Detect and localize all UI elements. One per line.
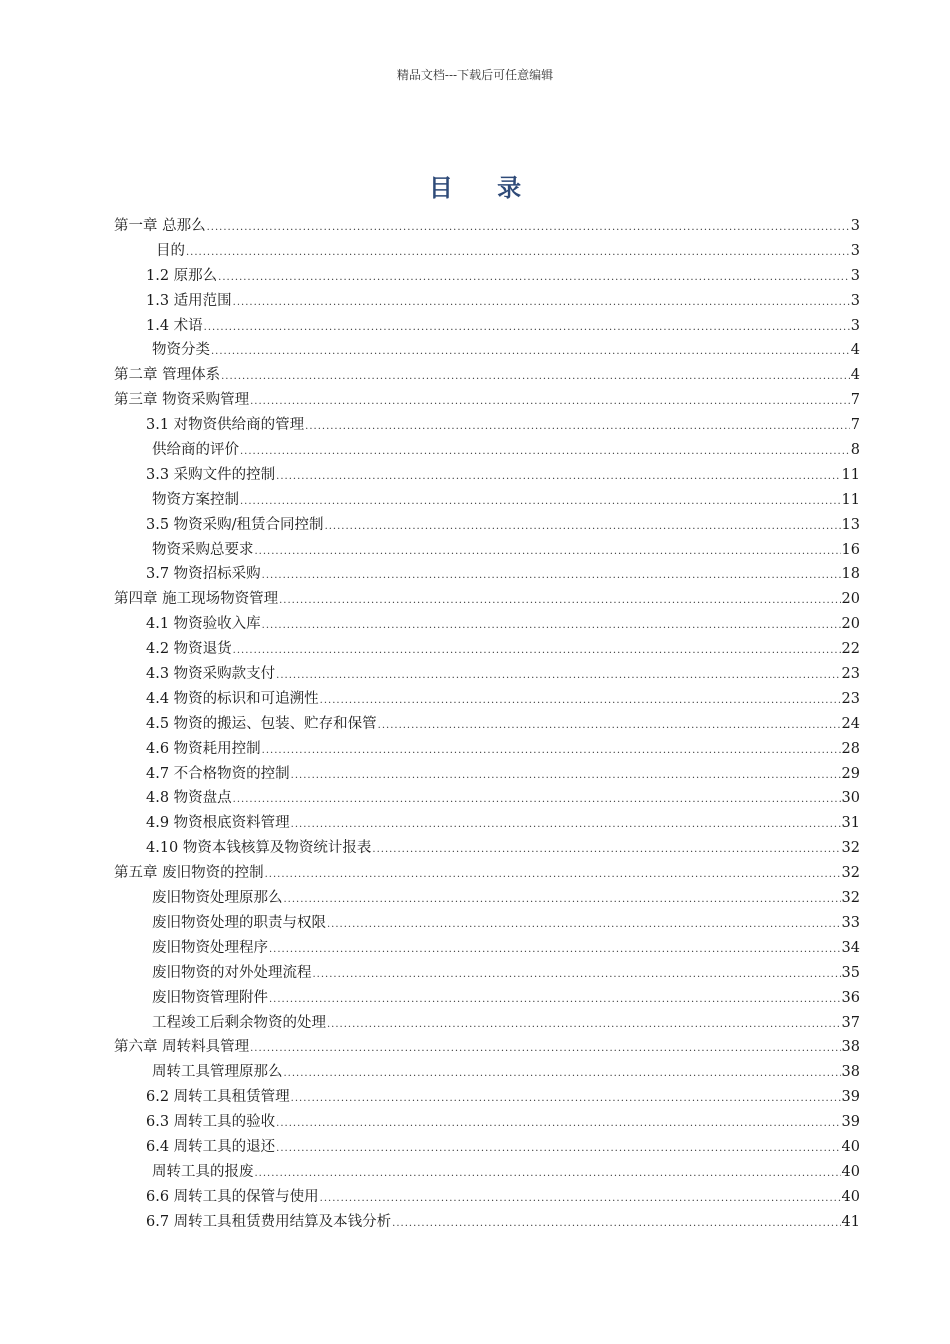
toc-dot-leader <box>265 869 841 880</box>
toc-entry-label: 周转工具的报废 <box>152 1163 254 1180</box>
toc-entry[interactable] <box>114 1011 860 1036</box>
toc-dot-leader <box>313 969 841 980</box>
toc-entry[interactable] <box>114 289 860 314</box>
toc-entry-label: 第五章 废旧物资的控制 <box>114 865 264 882</box>
toc-dot-leader <box>204 322 850 333</box>
page-header: 精品文档---下载后可任意编辑 <box>396 68 554 82</box>
toc-dot-leader <box>276 670 840 681</box>
toc-entry[interactable] <box>114 637 860 662</box>
toc-entry-page-number: 3 <box>850 292 860 309</box>
toc-entry-label: 6.2 周转工具租赁管理 <box>146 1089 290 1106</box>
toc-dot-leader <box>276 1118 840 1129</box>
toc-entry[interactable] <box>114 587 860 612</box>
toc-entry-page-number: 34 <box>841 939 860 956</box>
toc-entry-page-number: 3 <box>850 242 860 259</box>
toc-entry-label: 4.2 物资退货 <box>146 641 232 658</box>
toc-entry-page-number: 32 <box>841 865 860 882</box>
toc-entry[interactable] <box>114 911 860 936</box>
toc-entry[interactable] <box>114 363 860 388</box>
toc-entry-page-number: 31 <box>841 815 860 832</box>
toc-entry-label: 3.5 物资采购/租赁合同控制 <box>146 516 324 533</box>
toc-dot-leader <box>262 745 841 756</box>
toc-dot-leader <box>250 396 850 407</box>
toc-entry-page-number: 23 <box>841 666 860 683</box>
toc-dot-leader <box>305 421 850 432</box>
toc-dot-leader <box>291 819 841 830</box>
toc-entry-page-number: 3 <box>850 317 860 334</box>
toc-entry-label: 4.4 物资的标识和可追溯性 <box>146 690 319 707</box>
toc-entry-page-number: 11 <box>841 491 860 508</box>
toc-entry-label: 3.7 物资招标采购 <box>146 566 261 583</box>
toc-entry[interactable] <box>114 662 860 687</box>
toc-dot-leader <box>378 720 841 731</box>
toc-entry-label: 第四章 施工现场物资管理 <box>114 591 279 608</box>
toc-dot-leader <box>284 1068 841 1079</box>
toc-entry[interactable] <box>114 1110 860 1135</box>
toc-entry-label: 4.7 不合格物资的控制 <box>146 765 290 782</box>
toc-dot-leader <box>372 844 840 855</box>
toc-entry[interactable] <box>114 861 860 886</box>
toc-entry[interactable] <box>114 986 860 1011</box>
toc-entry[interactable] <box>114 737 860 762</box>
toc-dot-leader <box>327 1019 841 1030</box>
toc-dot-leader <box>262 620 841 631</box>
toc-entry[interactable] <box>114 1035 860 1060</box>
toc-entry[interactable] <box>114 836 860 861</box>
toc-entry-label: 4.10 物资本钱核算及物资统计报表 <box>146 840 372 857</box>
toc-dot-leader <box>320 695 841 706</box>
toc-dot-leader <box>255 546 841 557</box>
toc-entry-label: 3.3 采购文件的控制 <box>146 466 276 483</box>
toc-entry-page-number: 16 <box>841 541 860 558</box>
toc-entry[interactable] <box>114 463 860 488</box>
toc-entry-page-number: 39 <box>841 1114 860 1131</box>
toc-entry[interactable] <box>114 413 860 438</box>
toc-entry-page-number: 38 <box>841 1064 860 1081</box>
toc-dot-leader <box>269 994 841 1005</box>
toc-entry-label: 4.6 物资耗用控制 <box>146 740 261 757</box>
toc-entry-page-number: 4 <box>850 367 860 384</box>
toc-entry-page-number: 24 <box>841 715 860 732</box>
toc-entry[interactable] <box>114 786 860 811</box>
toc-dot-leader <box>207 222 850 233</box>
toc-entry-page-number: 11 <box>841 466 860 483</box>
toc-entry[interactable] <box>114 388 860 413</box>
toc-entry[interactable] <box>114 538 860 563</box>
toc-dot-leader <box>291 770 841 781</box>
toc-dot-leader <box>233 794 841 805</box>
toc-dot-leader <box>250 1043 840 1054</box>
toc-entry-label: 4.3 物资采购款支付 <box>146 666 276 683</box>
toc-entry-label: 4.9 物资根底资料管理 <box>146 815 290 832</box>
toc-entry-label: 1.4 术语 <box>146 317 203 334</box>
toc-entry-label: 4.1 物资验收入库 <box>146 616 261 633</box>
toc-entry-label: 废旧物资的对外处理流程 <box>152 964 312 981</box>
toc-entry-page-number: 20 <box>841 616 860 633</box>
toc-entry[interactable] <box>114 314 860 339</box>
toc-entry-page-number: 33 <box>841 914 860 931</box>
toc-entry-label: 废旧物资处理原那么 <box>152 890 283 907</box>
toc-entry-page-number: 18 <box>841 566 860 583</box>
toc-entry[interactable] <box>114 338 860 363</box>
toc-entry-label: 第三章 物资采购管理 <box>114 392 250 409</box>
toc-entry[interactable] <box>114 1185 860 1210</box>
toc-entry-page-number: 28 <box>841 740 860 757</box>
toc-dot-leader <box>269 944 841 955</box>
toc-entry-label: 第二章 管理体系 <box>114 367 221 384</box>
toc-entry[interactable] <box>114 1210 860 1235</box>
toc-entry[interactable] <box>114 936 860 961</box>
toc-entry-label: 物资采购总要求 <box>152 541 254 558</box>
toc-entry[interactable] <box>114 762 860 787</box>
toc-entry[interactable] <box>114 687 860 712</box>
toc-dot-leader <box>211 346 850 357</box>
toc-entry[interactable] <box>114 1085 860 1110</box>
toc-entry[interactable] <box>114 264 860 289</box>
toc-dot-leader <box>255 1168 841 1179</box>
toc-entry-label: 废旧物资处理的职责与权限 <box>152 914 326 931</box>
toc-dot-leader <box>276 1143 840 1154</box>
toc-dot-leader <box>240 446 850 457</box>
toc-entry-page-number: 30 <box>841 790 860 807</box>
toc-entry[interactable] <box>114 1135 860 1160</box>
toc-dot-leader <box>221 371 850 382</box>
toc-entry[interactable] <box>114 513 860 538</box>
toc-dot-leader <box>320 1193 841 1204</box>
toc-entry-page-number: 36 <box>841 989 860 1006</box>
toc-entry-page-number: 35 <box>841 964 860 981</box>
toc-entry-label: 周转工具管理原那么 <box>152 1064 283 1081</box>
toc-dot-leader <box>284 894 841 905</box>
toc-dot-leader <box>291 1093 841 1104</box>
toc-entry-label: 4.5 物资的搬运、包装、贮存和保管 <box>146 715 377 732</box>
toc-entry-label: 物资方案控制 <box>152 491 239 508</box>
toc-entry-page-number: 7 <box>850 417 860 434</box>
toc-dot-leader <box>276 471 840 482</box>
toc-entry-page-number: 38 <box>841 1039 860 1056</box>
toc-entry[interactable] <box>114 612 860 637</box>
toc-entry[interactable] <box>114 1160 860 1185</box>
toc-entry-label: 3.1 对物资供给商的管理 <box>146 417 305 434</box>
toc-title: 目 录 <box>428 173 540 202</box>
toc-dot-leader <box>233 297 850 308</box>
toc-entry-label: 废旧物资管理附件 <box>152 989 268 1006</box>
toc-entry-page-number: 39 <box>841 1089 860 1106</box>
toc-entry-page-number: 32 <box>841 840 860 857</box>
toc-entry[interactable] <box>114 562 860 587</box>
toc-entry-page-number: 40 <box>841 1138 860 1155</box>
toc-entry-label: 6.4 周转工具的退还 <box>146 1138 276 1155</box>
toc-entry-page-number: 40 <box>841 1163 860 1180</box>
toc-entry-label: 6.7 周转工具租赁费用结算及本钱分析 <box>146 1213 392 1230</box>
toc-entry-page-number: 22 <box>841 641 860 658</box>
toc-entry-page-number: 32 <box>841 890 860 907</box>
toc-entry-page-number: 3 <box>850 267 860 284</box>
toc-entry-label: 6.3 周转工具的验收 <box>146 1114 276 1131</box>
toc-dot-leader <box>186 247 850 258</box>
toc-entry-label: 供给商的评价 <box>152 442 239 459</box>
toc-entry-label: 废旧物资处理程序 <box>152 939 268 956</box>
toc-entry-page-number: 37 <box>841 1014 860 1031</box>
toc-entry-page-number: 8 <box>850 442 860 459</box>
toc-entry-label: 6.6 周转工具的保管与使用 <box>146 1188 319 1205</box>
toc-entry-label: 4.8 物资盘点 <box>146 790 232 807</box>
toc-entry-label: 第一章 总那么 <box>114 218 206 234</box>
toc-entry[interactable] <box>114 488 860 513</box>
toc-entry[interactable] <box>114 438 860 463</box>
toc-entry-page-number: 7 <box>850 392 860 409</box>
toc-dot-leader <box>218 272 850 283</box>
toc-entry[interactable] <box>114 712 860 737</box>
toc-dot-leader <box>392 1218 840 1229</box>
toc-entry-page-number: 29 <box>841 765 860 782</box>
toc-entry-page-number: 3 <box>850 218 860 234</box>
toc-entry-label: 目的 <box>156 242 185 259</box>
toc-dot-leader <box>327 919 841 930</box>
toc-entry-label: 第六章 周转料具管理 <box>114 1039 250 1056</box>
toc-entry-label: 物资分类 <box>152 342 210 359</box>
toc-dot-leader <box>325 521 841 532</box>
toc-dot-leader <box>262 570 841 581</box>
toc-dot-leader <box>279 595 840 606</box>
toc-entry-page-number: 4 <box>850 342 860 359</box>
toc-entry[interactable] <box>114 1060 860 1085</box>
toc-entry-label: 1.2 原那么 <box>146 267 218 284</box>
toc-entry-page-number: 40 <box>841 1188 860 1205</box>
toc-dot-leader <box>233 645 841 656</box>
toc-entry[interactable] <box>114 961 860 986</box>
table-of-contents <box>114 214 860 1235</box>
toc-entry[interactable] <box>114 886 860 911</box>
toc-entry-page-number: 13 <box>841 516 860 533</box>
toc-entry-page-number: 41 <box>841 1213 860 1230</box>
toc-entry-page-number: 23 <box>841 690 860 707</box>
toc-dot-leader <box>240 496 841 507</box>
toc-entry[interactable] <box>114 811 860 836</box>
toc-entry-label: 工程竣工后剩余物资的处理 <box>152 1014 326 1031</box>
toc-entry[interactable] <box>114 239 860 264</box>
toc-entry-page-number: 20 <box>841 591 860 608</box>
toc-entry-label: 1.3 适用范围 <box>146 292 232 309</box>
toc-entry[interactable] <box>114 214 860 239</box>
